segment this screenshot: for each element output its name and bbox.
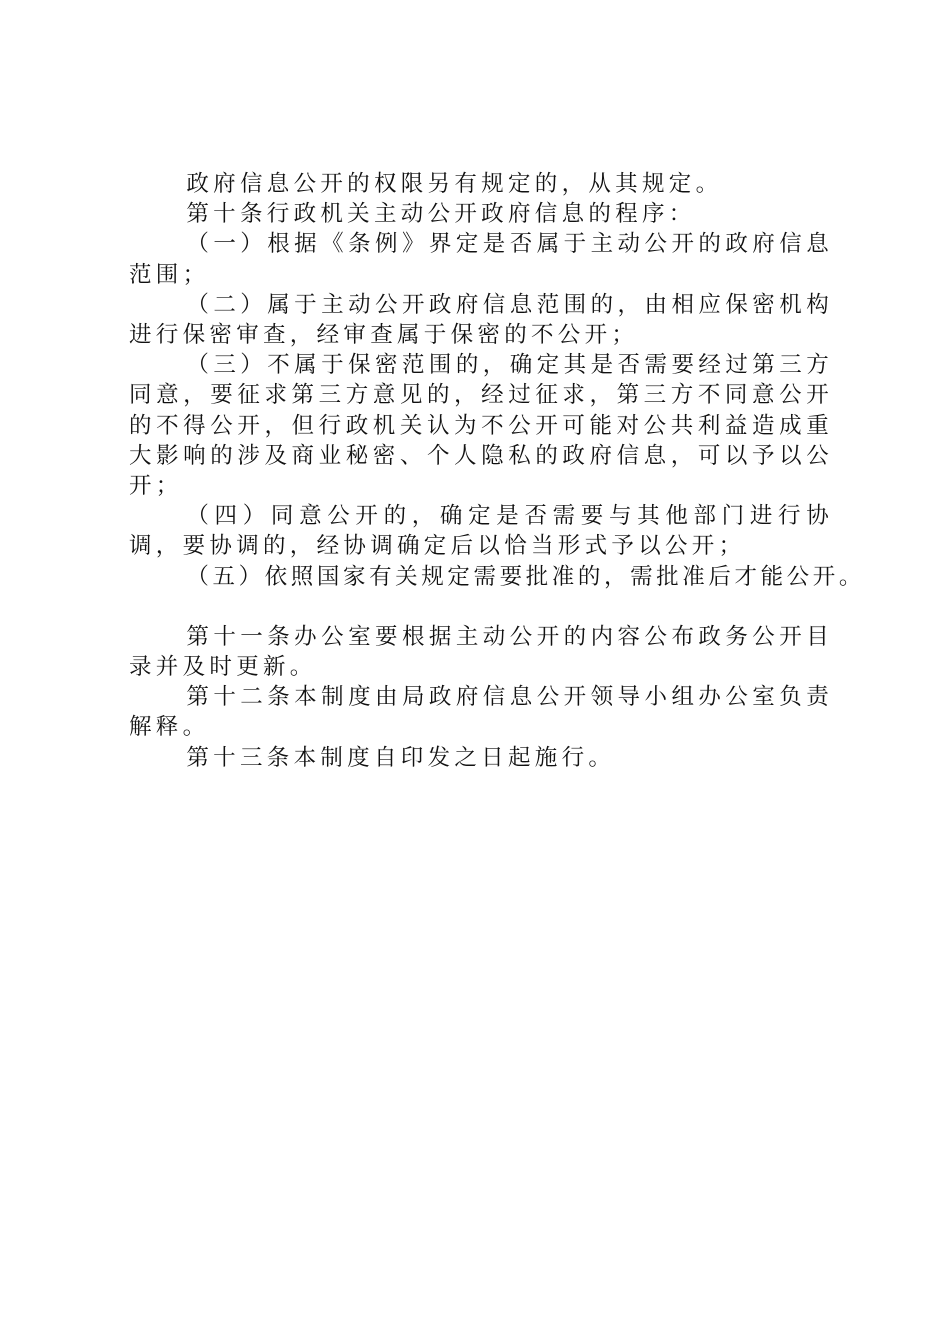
article-10-item-5: （五）依照国家有关规定需要批准的，需批准后才能公开。 bbox=[186, 563, 865, 590]
article-10-item-1: （一）根据《条例》界定是否属于主动公开的政府信息范围； bbox=[129, 231, 833, 288]
article-10-heading: 第十条行政机关主动公开政府信息的程序： bbox=[186, 201, 696, 228]
paragraph-authority: 政府信息公开的权限另有规定的，从其规定。 bbox=[186, 171, 723, 197]
article-10-item-4: （四）同意公开的，确定是否需要与其他部门进行协调，要协调的，经协调确定后以恰当形式予以公开； bbox=[129, 503, 833, 560]
article-10-item-2: （二）属于主动公开政府信息范围的，由相应保密机构进行保密审查，经审查属于保密的不公开； bbox=[129, 291, 833, 349]
document-body bbox=[129, 169, 865, 773]
article-13: 第十三条本制度自印发之日起施行。 bbox=[186, 744, 616, 771]
article-11: 第十一条办公室要根据主动公开的内容公布政务公开目录并及时更新。 bbox=[129, 623, 833, 681]
article-10-item-3: （三）不属于保密范围的，确定其是否需要经过第三方同意，要征求第三方意见的，经过征求，第三方不同意公开的不得公开，但行政机关认为不公开可能对公共利益造成重大影响的涉及商业秘密、个人隐私的政府信息，可以予以公开； bbox=[129, 352, 833, 500]
article-12: 第十二条本制度由局政府信息公开领导小组办公室负责解释。 bbox=[129, 684, 833, 741]
paragraph-gap bbox=[129, 592, 833, 622]
